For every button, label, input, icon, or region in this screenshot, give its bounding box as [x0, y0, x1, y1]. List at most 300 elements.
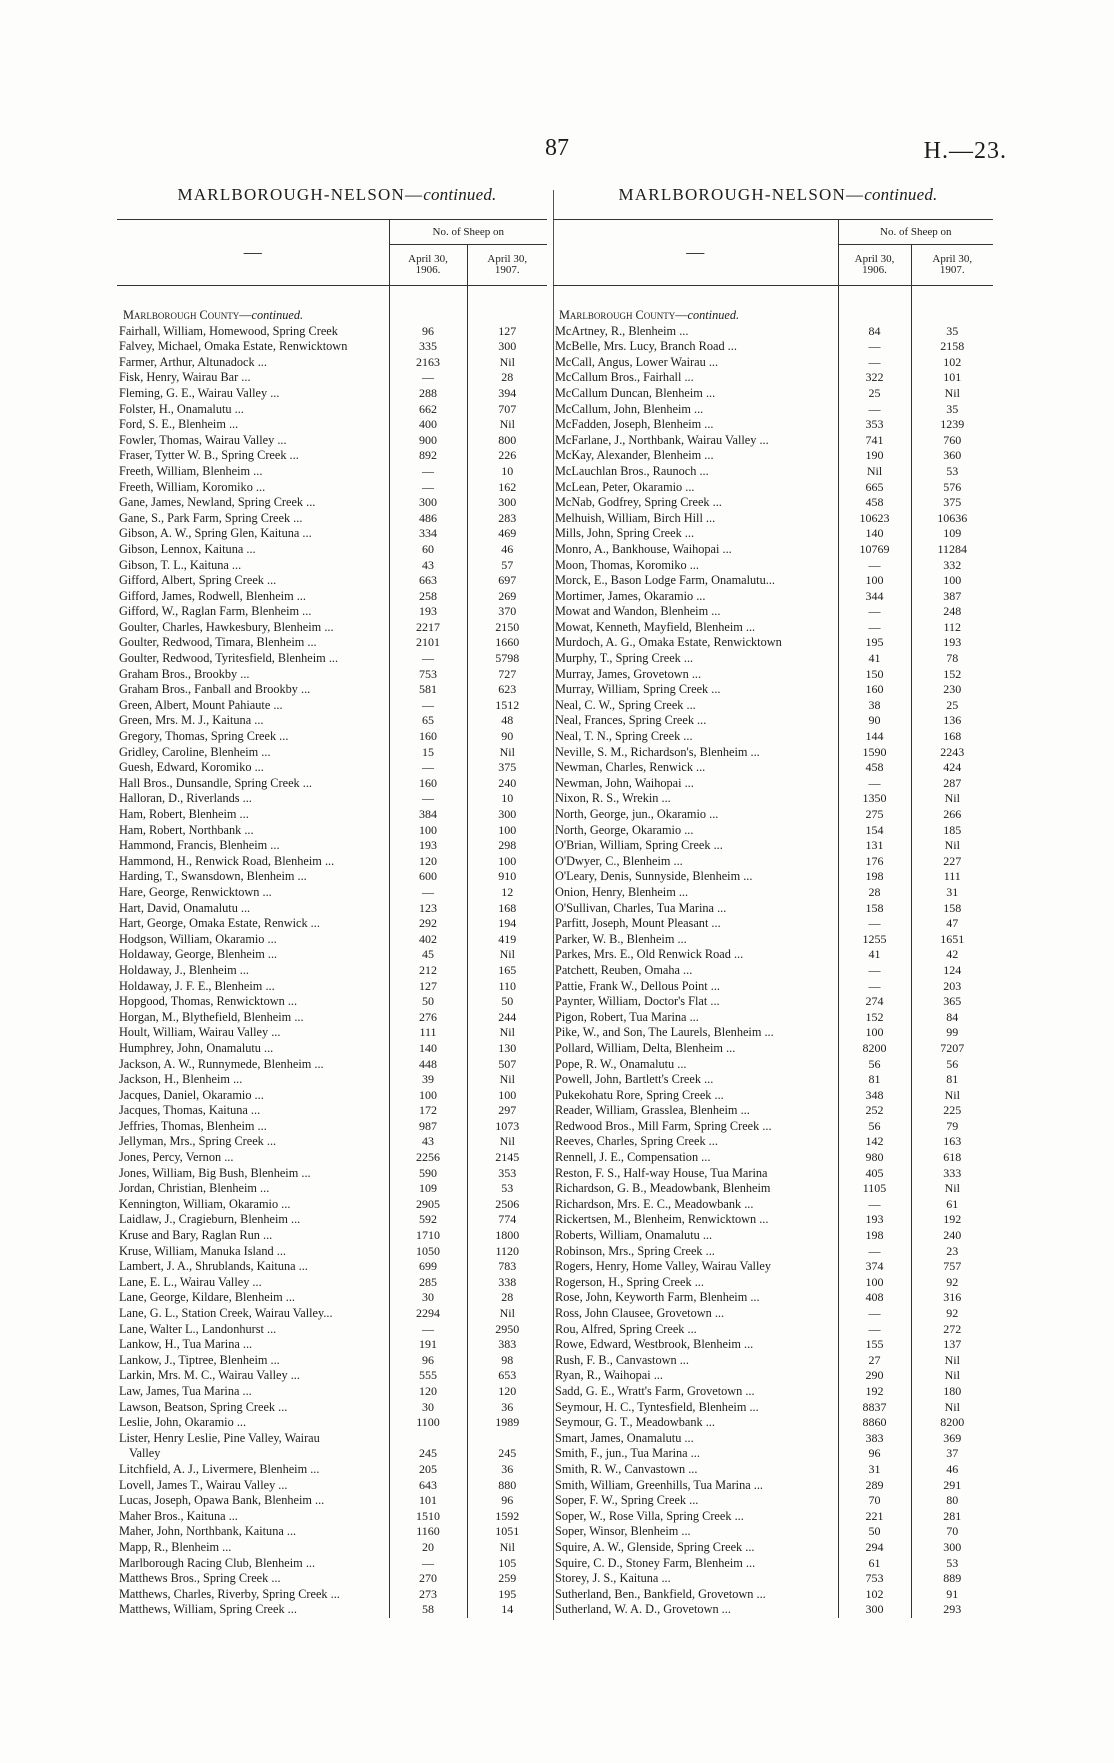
owner-name: Harding, T., Swansdown, Blenheim ... [119, 869, 307, 884]
owner-name: Hammond, H., Renwick Road, Blenheim ... [119, 853, 335, 868]
owner-name: Halloran, D., Riverlands ... [119, 791, 252, 806]
table-row [553, 495, 993, 511]
table-row [117, 698, 547, 714]
right-column [553, 185, 993, 1618]
owner-name: Murphy, T., Spring Creek ... [555, 651, 694, 666]
sheep-1906: 288 [389, 386, 467, 402]
table-row [117, 1057, 547, 1073]
table-row [553, 1571, 993, 1587]
table-row [553, 1275, 993, 1291]
table-row [553, 589, 993, 605]
owner-name: Newman, John, Waihopai ... [555, 775, 694, 790]
owner-name: Fleming, G. E., Wairau Valley ... [119, 385, 280, 400]
table-row [117, 1322, 547, 1338]
sheep-1906: 221 [838, 1509, 911, 1525]
sheep-1906: 198 [838, 869, 911, 885]
sheep-1907: 28 [501, 1290, 514, 1305]
sheep-1907: 2158 [940, 339, 965, 354]
owner-name: Rogers, Henry, Home Valley, Wairau Valley [555, 1259, 771, 1274]
sheep-1907: 227 [943, 853, 962, 868]
right-title-main: MARLBOROUGH-NELSON— [618, 185, 865, 204]
sheep-1907: 192 [943, 1212, 962, 1227]
table-row [553, 1478, 993, 1494]
sheep-1906: 96 [389, 1353, 467, 1369]
sheep-1907: 137 [943, 1337, 962, 1352]
table-row [117, 667, 547, 683]
sheep-1907: 281 [943, 1508, 962, 1523]
sheep-1907: 53 [946, 463, 959, 478]
sheep-1907: 100 [498, 853, 517, 868]
owner-name: Rickertsen, M., Blenheim, Renwicktown ... [555, 1212, 769, 1227]
sheep-1907: Nil [499, 1072, 515, 1087]
sheep-1906: 1100 [389, 1415, 467, 1431]
sheep-1906: 30 [389, 1290, 467, 1306]
sheep-1907: 28 [501, 370, 514, 385]
sheep-1907: 333 [943, 1165, 962, 1180]
table-row [553, 932, 993, 948]
sheep-1906: 892 [389, 448, 467, 464]
sheep-1906: 275 [838, 807, 911, 823]
sheep-1907: 165 [498, 962, 517, 977]
owner-name: Rose, John, Keyworth Farm, Blenheim ... [555, 1290, 760, 1305]
sheep-1907: 105 [498, 1555, 517, 1570]
sheep-1906: 276 [389, 1010, 467, 1026]
sheep-1907: 100 [498, 822, 517, 837]
sheep-1906: 193 [389, 838, 467, 854]
sheep-1907: 576 [943, 479, 962, 494]
sheep-1907: 36 [501, 1461, 514, 1476]
sheep-1907: 266 [943, 807, 962, 821]
owner-name: Gane, S., Park Farm, Spring Creek ... [119, 510, 303, 525]
table-row [553, 1244, 993, 1260]
sheep-1906: 50 [838, 1524, 911, 1540]
sheep-1907: 120 [498, 1383, 517, 1398]
table-row [117, 1212, 547, 1228]
table-row [553, 1072, 993, 1088]
sheep-1906: 699 [389, 1259, 467, 1275]
owner-name: Murdoch, A. G., Omaka Estate, Renwicktown [555, 635, 782, 650]
sheep-1907: 727 [498, 666, 517, 681]
sheep-1907: 124 [943, 962, 962, 977]
sheep-1906: — [838, 963, 911, 979]
table-row [117, 573, 547, 589]
sheep-1907: 79 [946, 1118, 959, 1133]
table-row [117, 339, 547, 355]
sheep-1907: 112 [943, 619, 962, 634]
sheep-1906: 111 [389, 1025, 467, 1041]
owner-name: McLauchlan Bros., Raunoch ... [555, 463, 709, 478]
owner-name: Mills, John, Spring Creek ... [555, 526, 695, 541]
table-row [117, 558, 547, 574]
sheep-1906: 120 [389, 1384, 467, 1400]
table-row [553, 1306, 993, 1322]
owner-name: Rowe, Edward, Westbrook, Blenheim ... [555, 1337, 754, 1352]
owner-name: Folster, H., Onamalutu ... [119, 401, 244, 416]
sheep-1907: 1239 [940, 417, 965, 432]
table-row [117, 1384, 547, 1400]
table-row [117, 1275, 547, 1291]
table-row [117, 776, 547, 792]
sheep-1907: 240 [498, 775, 517, 790]
sheep-1906: 198 [838, 1228, 911, 1244]
owner-name: Pope, R. W., Onamalutu ... [555, 1056, 687, 1071]
sheep-1907: 1120 [495, 1243, 520, 1258]
owner-name: Reader, William, Grasslea, Blenheim ... [555, 1103, 750, 1118]
sheep-1906: 101 [389, 1493, 467, 1509]
owner-name: Green, Mrs. M. J., Kaituna ... [119, 713, 264, 728]
sheep-1906: 102 [838, 1587, 911, 1603]
sheep-1906: 555 [389, 1368, 467, 1384]
owner-name: Ham, Robert, Northbank ... [119, 822, 254, 837]
owner-name: McCallum Bros., Fairhall ... [555, 370, 694, 385]
table-row [117, 1446, 547, 1462]
sheep-1906: 28 [838, 885, 911, 901]
table-row [553, 963, 993, 979]
right-title-continued: continued. [864, 185, 938, 204]
sheep-1907: 1592 [495, 1508, 520, 1523]
owner-name: North, George, Okaramio ... [555, 822, 694, 837]
sheep-1907: 10 [501, 463, 514, 478]
sheep-1907: 287 [943, 775, 962, 790]
sheep-1907: Nil [944, 1368, 960, 1383]
table-row [117, 402, 547, 418]
sheep-1906: 70 [838, 1493, 911, 1509]
sheep-1906: 662 [389, 402, 467, 418]
sheep-1907: 300 [943, 1539, 962, 1554]
left-column-title [127, 185, 547, 205]
table-row [553, 558, 993, 574]
sheep-1906: 1255 [838, 932, 911, 948]
owner-name: Sutherland, W. A. D., Grovetown ... [555, 1602, 731, 1617]
table-row [553, 823, 993, 839]
sheep-1906: 405 [838, 1166, 911, 1182]
table-row [553, 542, 993, 558]
owner-name: Squire, A. W., Glenside, Spring Creek ... [555, 1539, 755, 1554]
sheep-1907: 11284 [937, 541, 968, 556]
sheep-1906: 30 [389, 1400, 467, 1416]
sheep-1907: 697 [498, 573, 517, 588]
owner-name: Jacques, Daniel, Okaramio ... [119, 1087, 264, 1102]
sheep-1907: 1989 [495, 1415, 520, 1430]
sheep-1907: 10636 [937, 510, 968, 525]
owner-name: Neal, Frances, Spring Creek ... [555, 713, 707, 728]
table-row [117, 1103, 547, 1119]
owner-name: Monro, A., Bankhouse, Waihopai ... [555, 541, 732, 556]
sheep-1907: 158 [943, 900, 962, 915]
sheep-1906: 8860 [838, 1415, 911, 1431]
sheep-1907: Nil [944, 1087, 960, 1102]
table-row [117, 947, 547, 963]
owner-name: Smart, James, Onamalutu ... [555, 1430, 694, 1445]
owner-name: Jackson, H., Blenheim ... [119, 1072, 243, 1087]
sheep-1906: — [389, 464, 467, 480]
sheep-1907: 195 [498, 1586, 517, 1601]
owner-name: Lister, Henry Leslie, Pine Valley, Wairau [119, 1430, 320, 1445]
table-row [553, 885, 993, 901]
sheep-1906: 56 [838, 1057, 911, 1073]
table-row [553, 511, 993, 527]
owner-name: Gifford, W., Raglan Farm, Blenheim ... [119, 604, 312, 619]
left-table-body [117, 286, 547, 1618]
table-row [553, 1337, 993, 1353]
owner-name: Gifford, James, Rodwell, Blenheim ... [119, 588, 306, 603]
right-table-body [553, 286, 993, 1618]
sheep-1906: 140 [838, 526, 911, 542]
table-row [117, 713, 547, 729]
table-row [117, 1197, 547, 1213]
sheep-1906: 300 [389, 495, 467, 511]
owner-name: Onion, Henry, Blenheim ... [555, 884, 689, 899]
sheep-1906: 140 [389, 1041, 467, 1057]
table-row [117, 1119, 547, 1135]
sheep-1907: 46 [946, 1461, 959, 1476]
left-sheep-count-header: No. of Sheep on [389, 220, 547, 245]
owner-name: Smith, F., jun., Tua Marina ... [555, 1446, 700, 1461]
sheep-1907: 910 [498, 869, 517, 884]
owner-name: Hoult, William, Wairau Valley ... [119, 1025, 281, 1040]
sheep-1907: 35 [946, 401, 959, 416]
sheep-1906: 20 [389, 1540, 467, 1556]
owner-name: McCallum Duncan, Blenheim ... [555, 385, 716, 400]
table-row [117, 682, 547, 698]
sheep-1906: 195 [838, 635, 911, 651]
table-row [117, 1088, 547, 1104]
owner-name: Pike, W., and Son, The Laurels, Blenheim ... [555, 1025, 774, 1040]
table-row [553, 1025, 993, 1041]
sheep-1906: 1710 [389, 1228, 467, 1244]
sheep-1907: 14 [501, 1602, 514, 1617]
sheep-1907: 283 [498, 510, 517, 525]
sheep-1907: 365 [943, 994, 962, 1009]
sheep-1906: 2101 [389, 635, 467, 651]
sheep-1906: 285 [389, 1275, 467, 1291]
sheep-1907: 1051 [495, 1524, 520, 1539]
sheep-1907: 297 [498, 1103, 517, 1118]
sheep-1907: 46 [501, 541, 514, 556]
table-row [553, 651, 993, 667]
sheep-1906: 458 [838, 760, 911, 776]
table-row [553, 1368, 993, 1384]
table-row [117, 1259, 547, 1275]
sheep-1906: 41 [838, 651, 911, 667]
sheep-1906: — [838, 776, 911, 792]
owner-name: Goulter, Redwood, Timara, Blenheim ... [119, 635, 317, 650]
table-row [117, 932, 547, 948]
table-row [117, 838, 547, 854]
sheep-1906: 43 [389, 558, 467, 574]
sheep-1906: 987 [389, 1119, 467, 1135]
owner-name: Graham Bros., Fanball and Brookby ... [119, 682, 311, 697]
owner-name: Patchett, Reuben, Omaha ... [555, 962, 693, 977]
sheep-1907: 180 [943, 1383, 962, 1398]
owner-name: Fairhall, William, Homewood, Spring Creek [119, 323, 338, 338]
table-row [117, 417, 547, 433]
owner-name: Parfitt, Joseph, Mount Pleasant ... [555, 916, 721, 931]
owner-name: Lucas, Joseph, Opawa Bank, Blenheim ... [119, 1493, 325, 1508]
owner-name: Jones, William, Big Bush, Blenheim ... [119, 1165, 311, 1180]
owner-name: Richardson, G. B., Meadowbank, Blenheim [555, 1181, 771, 1196]
table-row [553, 386, 993, 402]
sheep-1906: — [838, 620, 911, 636]
sheep-1906: 25 [838, 386, 911, 402]
sheep-1907: 360 [943, 448, 962, 463]
table-row [553, 464, 993, 480]
sheep-1906: 600 [389, 869, 467, 885]
sheep-1907: 469 [498, 526, 517, 541]
sheep-1907: 1512 [495, 697, 520, 712]
sheep-1907 [467, 1431, 547, 1447]
sheep-1906: 58 [389, 1602, 467, 1618]
sheep-1906: 205 [389, 1462, 467, 1478]
sheep-1906: 448 [389, 1057, 467, 1073]
sheep-1907: Nil [499, 744, 515, 759]
owner-name: Gibson, T. L., Kaituna ... [119, 557, 242, 572]
sheep-1907: 101 [943, 370, 962, 385]
table-row [553, 1322, 993, 1338]
owner-name: Rogerson, H., Spring Creek ... [555, 1274, 704, 1289]
owner-name: Litchfield, A. J., Livermere, Blenheim ... [119, 1461, 320, 1476]
sheep-1906: 154 [838, 823, 911, 839]
sheep-1906: 1350 [838, 791, 911, 807]
table-row [117, 1368, 547, 1384]
sheep-1906: 100 [389, 823, 467, 839]
table-row [553, 1415, 993, 1431]
sheep-1907: 332 [943, 557, 962, 572]
owner-name: Valley [129, 1446, 161, 1461]
sheep-1907: 2243 [940, 744, 965, 759]
owner-name: Freeth, William, Koromiko ... [119, 479, 266, 494]
sheep-1906: 353 [838, 417, 911, 433]
sheep-1907: 96 [501, 1493, 514, 1508]
sheep-1906: 150 [838, 667, 911, 683]
sheep-1906: 270 [389, 1571, 467, 1587]
table-row [553, 1602, 993, 1618]
owner-name: Graham Bros., Brookby ... [119, 666, 250, 681]
owner-name: Lovell, James T., Wairau Valley ... [119, 1477, 288, 1492]
sheep-1906: 84 [838, 324, 911, 340]
sheep-1907: 300 [498, 339, 517, 354]
table-row [117, 589, 547, 605]
table-row [553, 1524, 993, 1540]
table-row [553, 994, 993, 1010]
right-sheep-table [553, 219, 993, 1618]
sheep-1906: 384 [389, 807, 467, 823]
sheep-1906: 1510 [389, 1509, 467, 1525]
table-row [553, 1057, 993, 1073]
sheep-1906: 142 [838, 1134, 911, 1150]
sheep-1907: 109 [943, 526, 962, 541]
sheep-1906: — [838, 402, 911, 418]
table-row [117, 1010, 547, 1026]
sheep-1907: Nil [944, 1399, 960, 1414]
owner-name: Pollard, William, Delta, Blenheim ... [555, 1040, 736, 1055]
sheep-1906: 322 [838, 370, 911, 386]
owner-name: Soper, W., Rose Villa, Spring Creek ... [555, 1508, 744, 1523]
owner-name: McLean, Peter, Okaramio ... [555, 479, 695, 494]
sheep-1907: 300 [498, 807, 517, 821]
table-row [117, 885, 547, 901]
owner-name: Soper, F. W., Spring Creek ... [555, 1493, 699, 1508]
owner-name: Hall Bros., Dunsandle, Spring Creek ... [119, 775, 312, 790]
right-year-1906-header: April 30, 1906. [838, 245, 911, 286]
sheep-1907: 259 [498, 1571, 517, 1586]
table-row [117, 916, 547, 932]
owner-name: Guesh, Edward, Koromiko ... [119, 760, 264, 775]
sheep-1906: 334 [389, 526, 467, 542]
owner-name: Matthews, Charles, Riverby, Spring Creek ... [119, 1586, 340, 1601]
table-row [117, 791, 547, 807]
owner-name: Rush, F. B., Canvastown ... [555, 1352, 689, 1367]
sheep-1906: 190 [838, 448, 911, 464]
table-row [553, 620, 993, 636]
sheep-1907: Nil [499, 947, 515, 962]
owner-name: Lankow, J., Tiptree, Blenheim ... [119, 1352, 280, 1367]
sheep-1906: 408 [838, 1290, 911, 1306]
owner-name: Matthews, William, Spring Creek ... [119, 1602, 297, 1617]
table-row [117, 1072, 547, 1088]
table-row [553, 324, 993, 340]
table-row [553, 402, 993, 418]
sheep-1906: 144 [838, 729, 911, 745]
table-row [117, 433, 547, 449]
owner-name: Gifford, Albert, Spring Creek ... [119, 573, 277, 588]
sheep-1906: — [389, 480, 467, 496]
table-row [553, 1150, 993, 1166]
sheep-1907: 81 [946, 1072, 959, 1087]
table-row [553, 713, 993, 729]
sheep-1907: Nil [944, 385, 960, 400]
owner-name: Hare, George, Renwicktown ... [119, 884, 272, 899]
table-row [117, 1462, 547, 1478]
left-title-continued: continued. [423, 185, 497, 204]
sheep-1906: — [838, 1197, 911, 1213]
sheep-1906: 176 [838, 854, 911, 870]
owner-name: McArtney, R., Blenheim ... [555, 323, 689, 338]
owner-name: Reeves, Charles, Spring Creek ... [555, 1134, 718, 1149]
owner-name: McKay, Alexander, Blenheim ... [555, 448, 714, 463]
sheep-1907: 424 [943, 760, 962, 775]
owner-name: Storey, J. S., Kaituna ... [555, 1571, 671, 1586]
sheep-1907: 2950 [495, 1321, 520, 1336]
sheep-1906: 155 [838, 1337, 911, 1353]
sheep-1906: — [838, 1244, 911, 1260]
table-row [553, 698, 993, 714]
owner-name: Nixon, R. S., Wrekin ... [555, 791, 671, 806]
table-row [553, 791, 993, 807]
sheep-1907: 35 [946, 323, 959, 338]
owner-name: Murray, William, Spring Creek ... [555, 682, 721, 697]
table-row [117, 526, 547, 542]
owner-name: Neal, T. N., Spring Creek ... [555, 729, 693, 744]
owner-name: Seymour, G. T., Meadowbank ... [555, 1415, 715, 1430]
owner-name: Pigon, Robert, Tua Marina ... [555, 1009, 699, 1024]
owner-name: Holdaway, J., Blenheim ... [119, 962, 250, 977]
sheep-1906: 60 [389, 542, 467, 558]
sheep-1907: 226 [498, 448, 517, 463]
owner-name: Powell, John, Bartlett's Creek ... [555, 1072, 714, 1087]
table-row [553, 480, 993, 496]
owner-name: Green, Albert, Mount Pahiaute ... [119, 697, 283, 712]
owner-name: Richardson, Mrs. E. C., Meadowbank ... [555, 1196, 754, 1211]
sheep-1906: 590 [389, 1166, 467, 1182]
sheep-1907: 110 [498, 978, 517, 993]
table-row [117, 1493, 547, 1509]
sheep-1907: Nil [499, 417, 515, 432]
sheep-1906: — [389, 1556, 467, 1572]
table-row [117, 651, 547, 667]
table-row [117, 1431, 547, 1447]
owner-name: Mortimer, James, Okaramio ... [555, 588, 706, 603]
